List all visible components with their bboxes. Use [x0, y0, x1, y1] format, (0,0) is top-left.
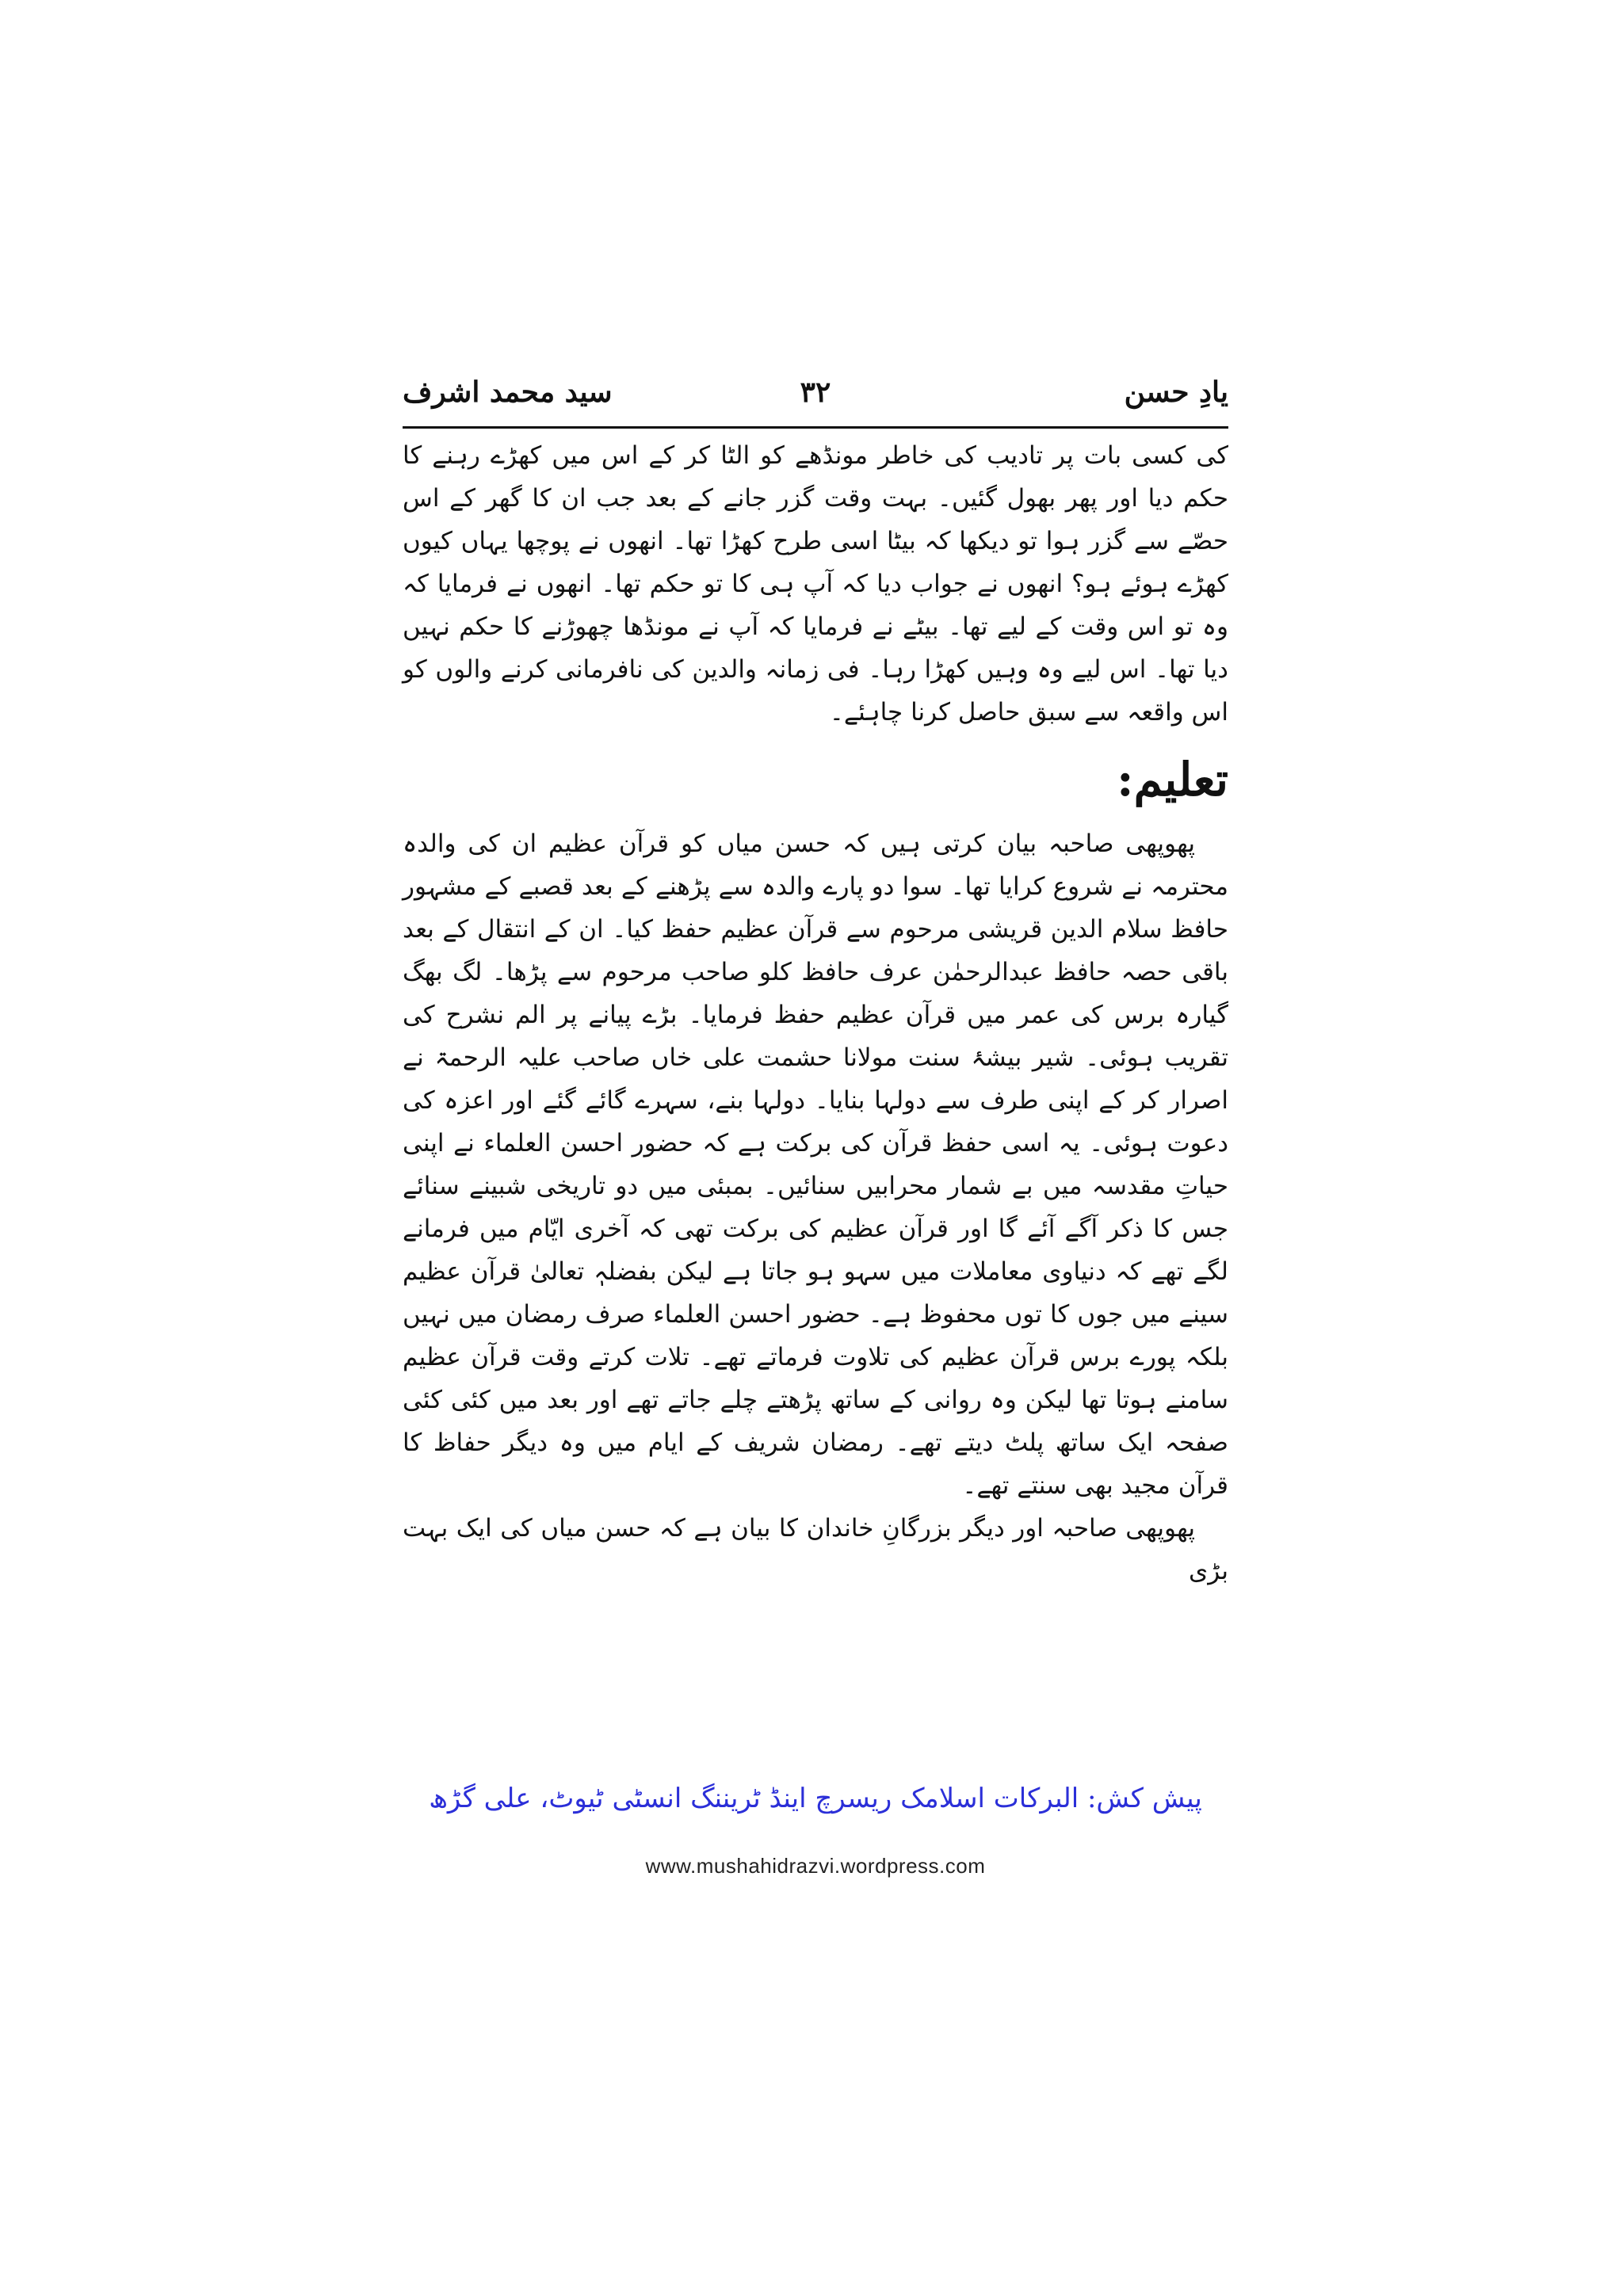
section-heading: تعلیم: — [1117, 753, 1228, 807]
footer-url[interactable]: www.mushahidrazvi.wordpress.com — [645, 1854, 986, 1878]
page-number: ۳۲ — [800, 376, 831, 409]
book-title: یادِ حسن — [1124, 376, 1228, 409]
running-header — [403, 372, 1228, 425]
footer-credit: پیش کش: البرکات اسلامک ریسرچ اینڈ ٹریننگ انسٹی ٹیوٹ، علی گڑھ — [429, 1783, 1202, 1814]
body-text — [403, 434, 1228, 1592]
paragraph-1: کی کسی بات پر تادیب کی خاطر مونڈھے کو الٹا کر کے اس میں کھڑے رہنے کا حکم دیا اور پھر بھول گئیں۔ بہت وقت گزر جانے کے بعد جب ان کا گھر کے اس حصّے سے گزر ہوا تو دیکھا کہ بیٹا اسی طرح کھڑا تھا۔ انھوں نے پوچھا یہاں کیوں کھڑے ہوئے ہو؟ انھوں نے جواب دیا کہ آپ ہی کا تو حکم تھا۔ انھوں نے فرمایا کہ وہ تو اس وقت کے لیے تھا۔ بیٹے نے فرمایا کہ آپ نے مونڈھا چھوڑنے کا حکم نہیں دیا تھا۔ اس لیے وہ وہیں کھڑا رہا۔ فی زمانہ والدین کی نافرمانی کرنے والوں کو اس واقعہ سے سبق حاصل کرنا چاہئے۔ — [403, 441, 1228, 727]
paragraph-3: پھوپھی صاحبہ اور دیگر بزرگانِ خاندان کا بیان ہے کہ حسن میاں کی ایک بہت بڑی — [403, 1514, 1228, 1585]
header-divider — [403, 426, 1228, 429]
author-name: سید محمد اشرف — [403, 376, 613, 409]
paragraph-2: پھوپھی صاحبہ بیان کرتی ہیں کہ حسن میاں کو قرآن عظیم ان کی والدہ محترمہ نے شروع کرایا تھا۔ سوا دو پارے والدہ سے پڑھنے کے بعد قصبے کے مشہور حافظ سلام الدین قریشی مرحوم سے قرآن عظیم حفظ کیا۔ ان کے انتقال کے بعد باقی حصہ حافظ عبدالرحمٰن عرف حافظ کلو صاحب مرحوم سے پڑھا۔ لگ بھگ گیارہ برس کی عمر میں قرآن عظیم حفظ فرمایا۔ بڑے پیانے پر الم نشرح کی تقریب ہوئی۔ شیر بیشۂ سنت مولانا حشمت علی خاں صاحب علیہ الرحمۃ نے اصرار کر کے اپنی طرف سے دولہا بنایا۔ دولہا بنے، سہرے گائے گئے اور اعزہ کی دعوت ہوئی۔ یہ اسی حفظ قرآن کی برکت ہے کہ حضور احسن العلماء نے اپنی حیاتِ مقدسہ میں بے شمار محرابیں سنائیں۔ بمبئی میں دو تاریخی شبینے سنائے جس کا ذکر آگے آئے گا اور قرآن عظیم کی برکت تھی کہ آخری ایّام میں فرمانے لگے تھے کہ دنیاوی معاملات میں سہو ہو جاتا ہے لیکن بفضلہٖ تعالیٰ قرآن عظیم سینے میں جوں کا توں محفوظ ہے۔ حضور احسن العلماء صرف رمضان میں نہیں بلکہ پورے برس قرآن عظیم کی تلاوت فرماتے تھے۔ تلات کرتے وقت قرآن عظیم سامنے ہوتا تھا لیکن وہ روانی کے ساتھ پڑھتے چلے جاتے تھے اور بعد میں کئی کئی صفحہ ایک ساتھ پلٹ دیتے تھے۔ رمضان شریف کے ایام میں وہ دیگر حفاظ کا قرآن مجید بھی سنتے تھے۔ — [403, 830, 1228, 1500]
